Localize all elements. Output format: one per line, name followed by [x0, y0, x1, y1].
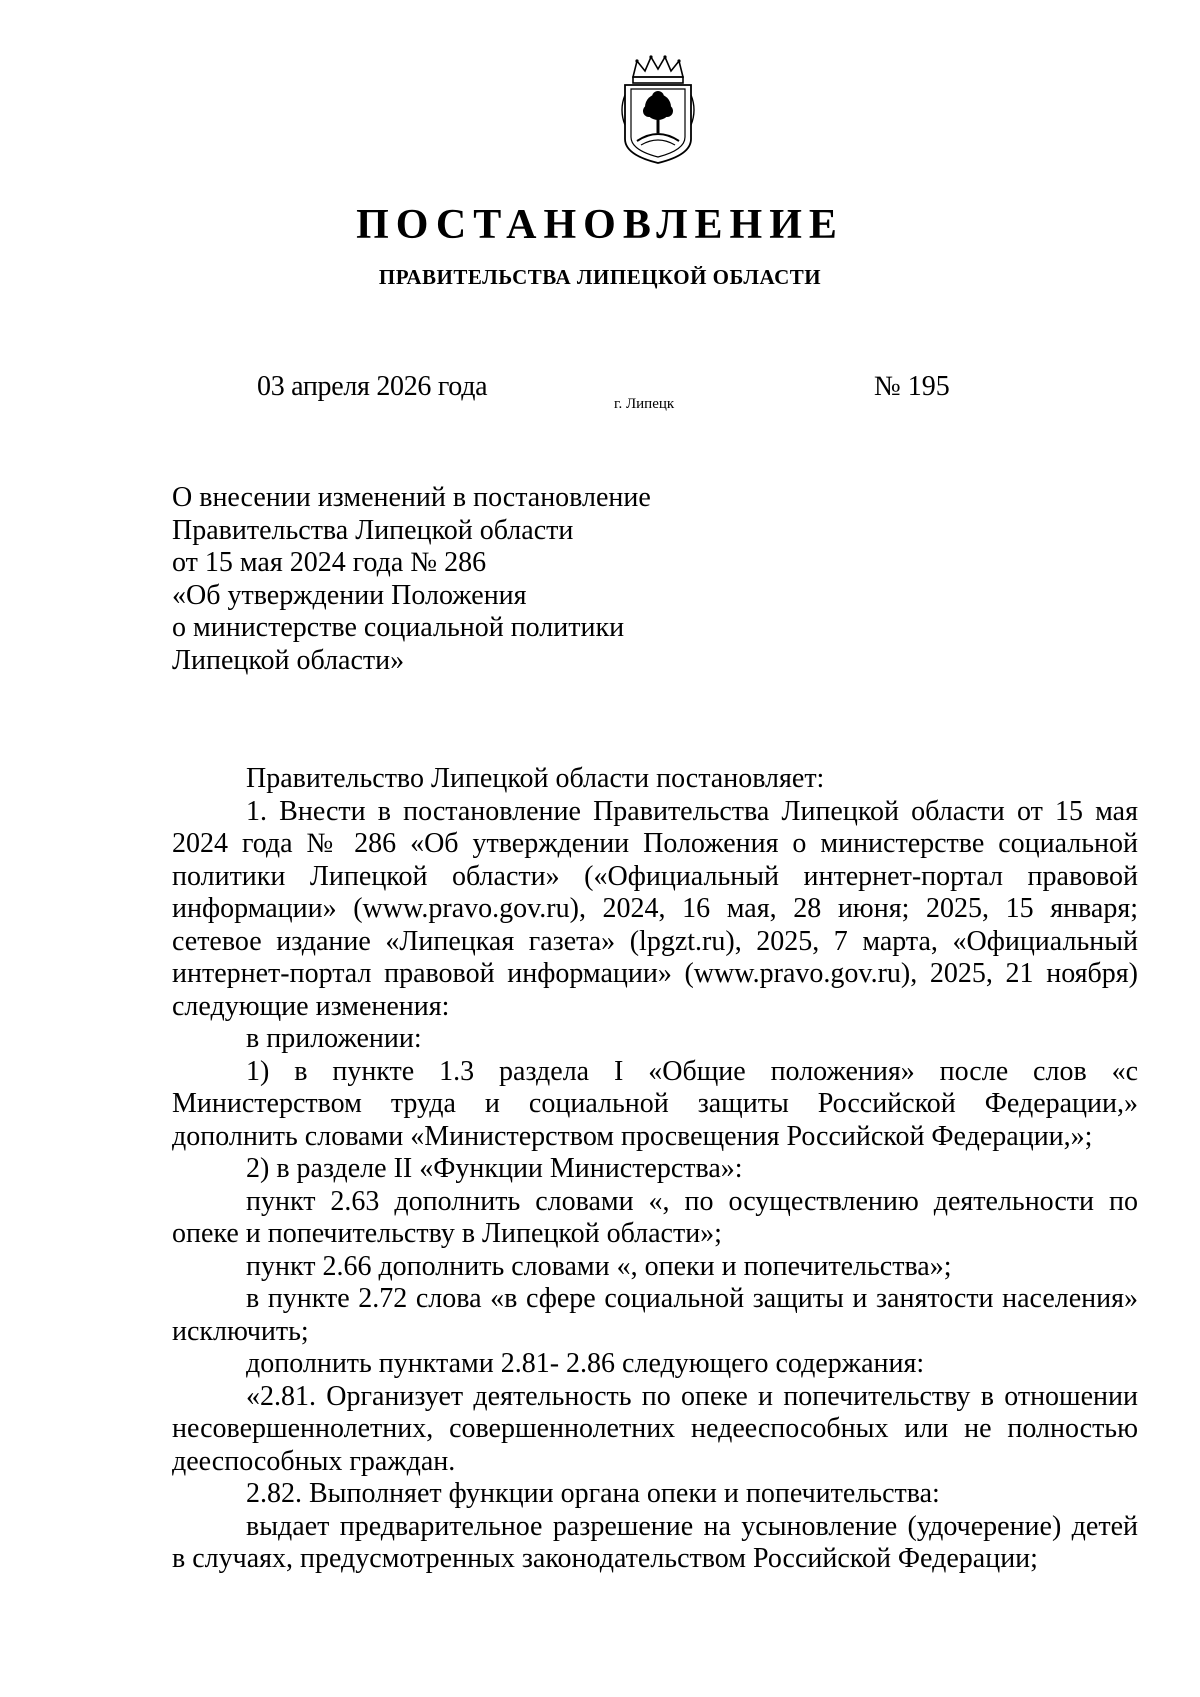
body-line: дополнить словами «Министерством просвещения Российской Федерации,»;	[172, 1120, 1093, 1152]
body-line: 2.82. Выполняет функции органа опеки и попечительства:	[246, 1478, 940, 1509]
title-line: «Об утверждении Положения	[172, 579, 527, 611]
body-line: пункт 2.63 дополнить словами «, по осуществлению деятельности по	[246, 1185, 1138, 1217]
title-line: О внесении изменений в постановление	[172, 482, 651, 513]
body-line: Министерством труда и социальной защиты Российской Федерации,»	[172, 1088, 1138, 1119]
body-line: интернет-портал правовой информации» (www.pravo.gov.ru), 2025, 21 ноября)	[172, 958, 1138, 989]
body-line: следующие изменения:	[172, 990, 450, 1022]
body-line: исключить;	[172, 1315, 309, 1347]
document-city: г. Липецк	[614, 396, 675, 412]
document-number: № 195	[874, 371, 950, 402]
body-line: выдает предварительное разрешение на усыновление (удочерение) детей	[246, 1510, 1138, 1542]
body-line: информации» (www.pravo.gov.ru), 2024, 16 мая, 28 июня; 2025, 15 января;	[172, 893, 1138, 924]
body-line: в случаях, предусмотренных законодательством Российской Федерации;	[172, 1543, 1038, 1574]
coat-of-arms-icon	[619, 55, 697, 165]
body-line: в пункте 2.72 слова «в сфере социальной защиты и занятости населения»	[246, 1283, 1138, 1314]
body-line: Правительство Липецкой области постановляет:	[246, 763, 825, 794]
body-line: опеке и попечительству в Липецкой области»;	[172, 1218, 722, 1249]
title-line: Липецкой области»	[172, 644, 405, 676]
document-title	[172, 482, 872, 677]
body-line: пункт 2.66 дополнить словами «, опеки и попечительства»;	[246, 1250, 952, 1282]
body-line: 1. Внести в постановление Правительства Липецкой области от 15 мая	[246, 795, 1138, 827]
body-line: 2024 года № 286 «Об утверждении Положения о министерстве социальной	[172, 828, 1138, 859]
title-line: Правительства Липецкой области	[172, 514, 574, 546]
body-line: 1) в пункте 1.3 раздела I «Общие положения» после слов «с	[246, 1055, 1138, 1087]
issuer-heading: ПРАВИТЕЛЬСТВА ЛИПЕЦКОЙ ОБЛАСТИ	[378, 265, 822, 289]
document-type-heading: ПОСТАНОВЛЕНИЕ	[356, 202, 844, 248]
title-line: о министерстве социальной политики	[172, 612, 625, 643]
document-body	[172, 763, 1138, 1576]
body-line: политики Липецкой области» («Официальный интернет-портал правовой	[172, 860, 1138, 892]
body-line: 2) в разделе II «Функции Министерства»:	[246, 1153, 743, 1184]
body-line: сетевое издание «Липецкая газета» (lpgzt.ru), 2025, 7 марта, «Официальный	[172, 925, 1138, 957]
body-line: дееспособных граждан.	[172, 1445, 456, 1477]
body-line: дополнить пунктами 2.81- 2.86 следующего содержания:	[246, 1348, 925, 1379]
title-line: от 15 мая 2024 года № 286	[172, 547, 487, 578]
body-line: «2.81. Организует деятельность по опеке и попечительству в отношении	[246, 1380, 1138, 1412]
body-line: несовершеннолетних, совершеннолетних недееспособных или не полностью	[172, 1413, 1138, 1444]
document-date: 03 апреля 2026 года	[257, 371, 488, 402]
body-line: в приложении:	[246, 1023, 422, 1054]
